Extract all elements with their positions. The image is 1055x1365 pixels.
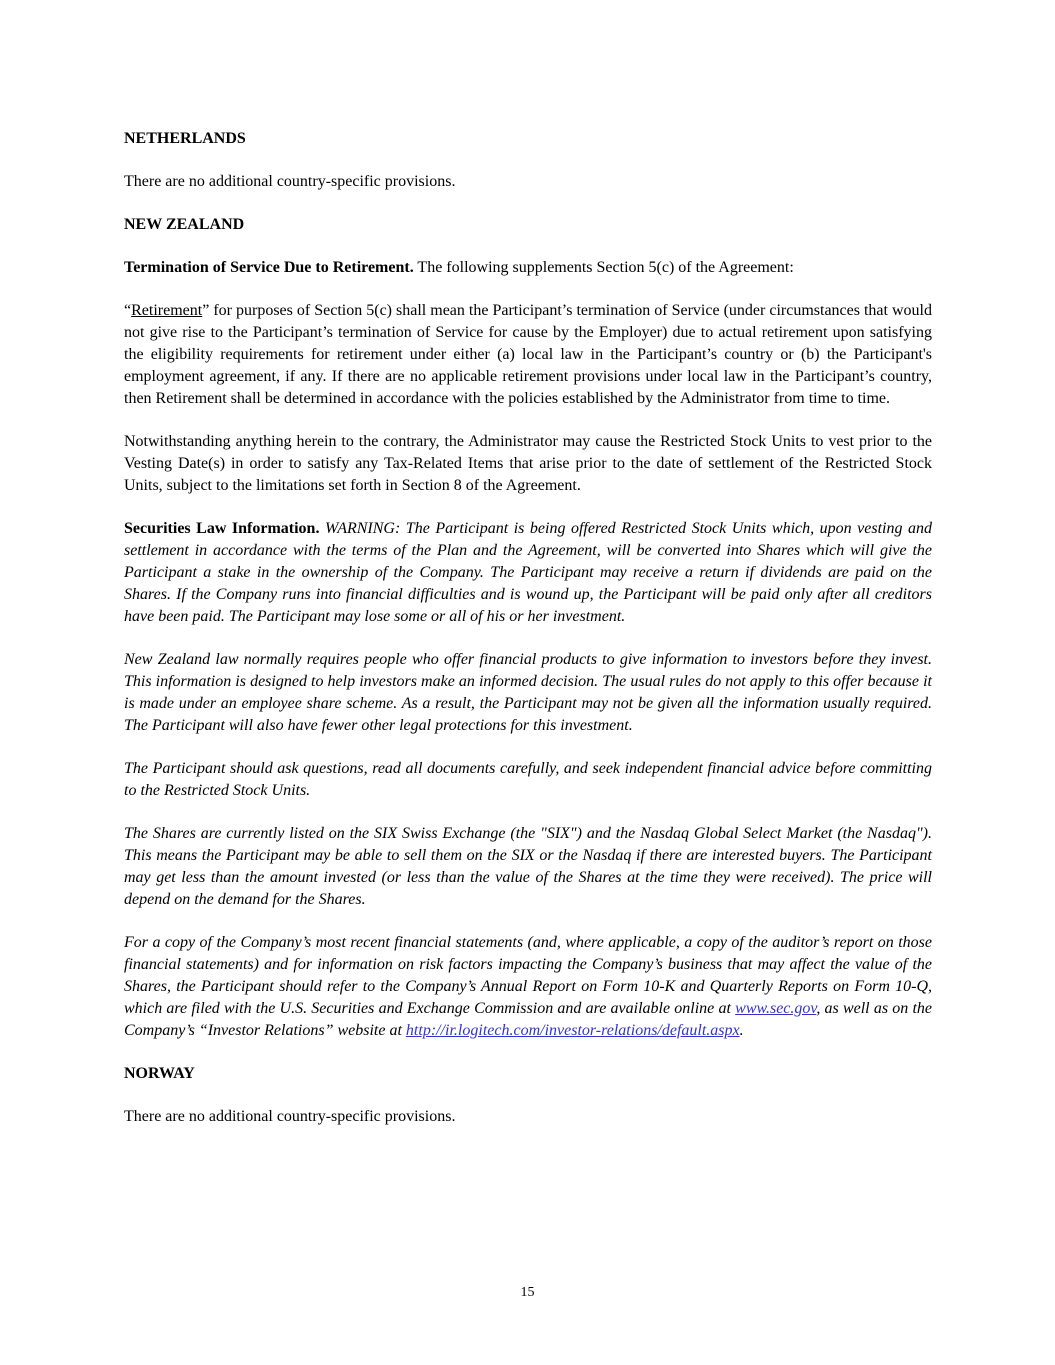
- retirement-text: ” for purposes of Section 5(c) shall mean the Participant’s termination of Service (under circumstances that would not give rise to the Participant’s termination of Service for cause by the Employer) due to actual retirement upon satisfying the eligibility requirements for retirement under either (a) local law in the Participant’s country or (b) the Participant's employment agreement, if any. If there are no applicable retirement provisions under local law in the Participant’s country, then Retirement shall be determined in accordance with the policies established by the Administrator from time to time.: [124, 302, 932, 407]
- paragraph-ask-questions: The Participant should ask questions, read all documents carefully, and seek independent financial advice before committing to the Restricted Stock Units.: [124, 760, 932, 799]
- termination-lead-in: Termination of Service Due to Retirement.: [124, 259, 414, 276]
- securities-law-lead-in: Securities Law Information.: [124, 520, 320, 537]
- paragraph-nz-law: New Zealand law normally requires people who offer financial products to give information to investors before they invest. This information is designed to help investors make an informed decision. The usual rules do not apply to this offer because it is made under an employee share scheme. As a result, the Participant may not be given all the information usually required. The Participant will also have fewer other legal protections for this investment.: [124, 651, 932, 734]
- termination-text: The following supplements Section 5(c) of the Agreement:: [413, 259, 794, 276]
- heading-new-zealand: NEW ZEALAND: [124, 216, 245, 233]
- securities-law-warning-text: WARNING: The Participant is being offered Restricted Stock Units which, upon vesting and settlement in accordance with the terms of the Plan and the Agreement, will be converted into Shares which will give the Participant a stake in the ownership of the Company. The Participant may receive a return if dividends are paid on the Shares. If the Company runs into financial difficulties and is wound up, the Participant will be paid only after all creditors have been paid. The Participant may lose some or all of his or her investment.: [124, 520, 932, 625]
- retirement-term: Retirement: [131, 302, 203, 319]
- paragraph-norway-provisions: There are no additional country-specific provisions.: [124, 1108, 456, 1125]
- paragraph-termination-of-service: [124, 257, 932, 279]
- sec-gov-link[interactable]: www.sec.gov: [735, 1000, 817, 1017]
- investor-relations-link[interactable]: http://ir.logitech.com/investor-relations/default.aspx: [405, 1022, 740, 1039]
- financials-text-end: .: [739, 1022, 744, 1039]
- paragraph-securities-law: [124, 518, 932, 628]
- heading-norway: NORWAY: [124, 1065, 195, 1082]
- paragraph-netherlands-provisions: There are no additional country-specific provisions.: [124, 173, 456, 190]
- document-body: [124, 128, 932, 1149]
- paragraph-retirement-definition: [124, 300, 932, 410]
- heading-netherlands: NETHERLANDS: [124, 130, 246, 147]
- paragraph-notwithstanding: Notwithstanding anything herein to the contrary, the Administrator may cause the Restricted Stock Units to vest prior to the Vesting Date(s) in order to satisfy any Tax-Related Items that arise prior to the date of settlement of the Restricted Stock Units, subject to the limitations set forth in Section 8 of the Agreement.: [124, 433, 932, 494]
- financials-text-mid: , as well as on the Company’s “Investor Relations” website at: [124, 1000, 933, 1039]
- paragraph-financial-statements: [124, 932, 932, 1042]
- paragraph-shares-listed: The Shares are currently listed on the SIX Swiss Exchange (the "SIX") and the Nasdaq Global Select Market (the Nasdaq"). This means the Participant may be able to sell them on the SIX or the Nasdaq if there are interested buyers. The Participant may get less than the amount invested (or less than the value of the Shares at the time they were received). The price will depend on the demand for the Shares.: [124, 825, 932, 908]
- retirement-open-quote: “: [124, 302, 132, 319]
- financials-text-pre: For a copy of the Company’s most recent financial statements (and, where applicable, a copy of the auditor’s report on those financial statements) and for information on risk factors impacting the Company’s business that may affect the value of the Shares, the Participant should refer to the Company’s Annual Report on Form 10-K and Quarterly Reports on Form 10-Q, which are filed with the U.S. Securities and Exchange Commission and are available online at: [124, 934, 932, 1017]
- page-number: 15: [520, 1285, 535, 1300]
